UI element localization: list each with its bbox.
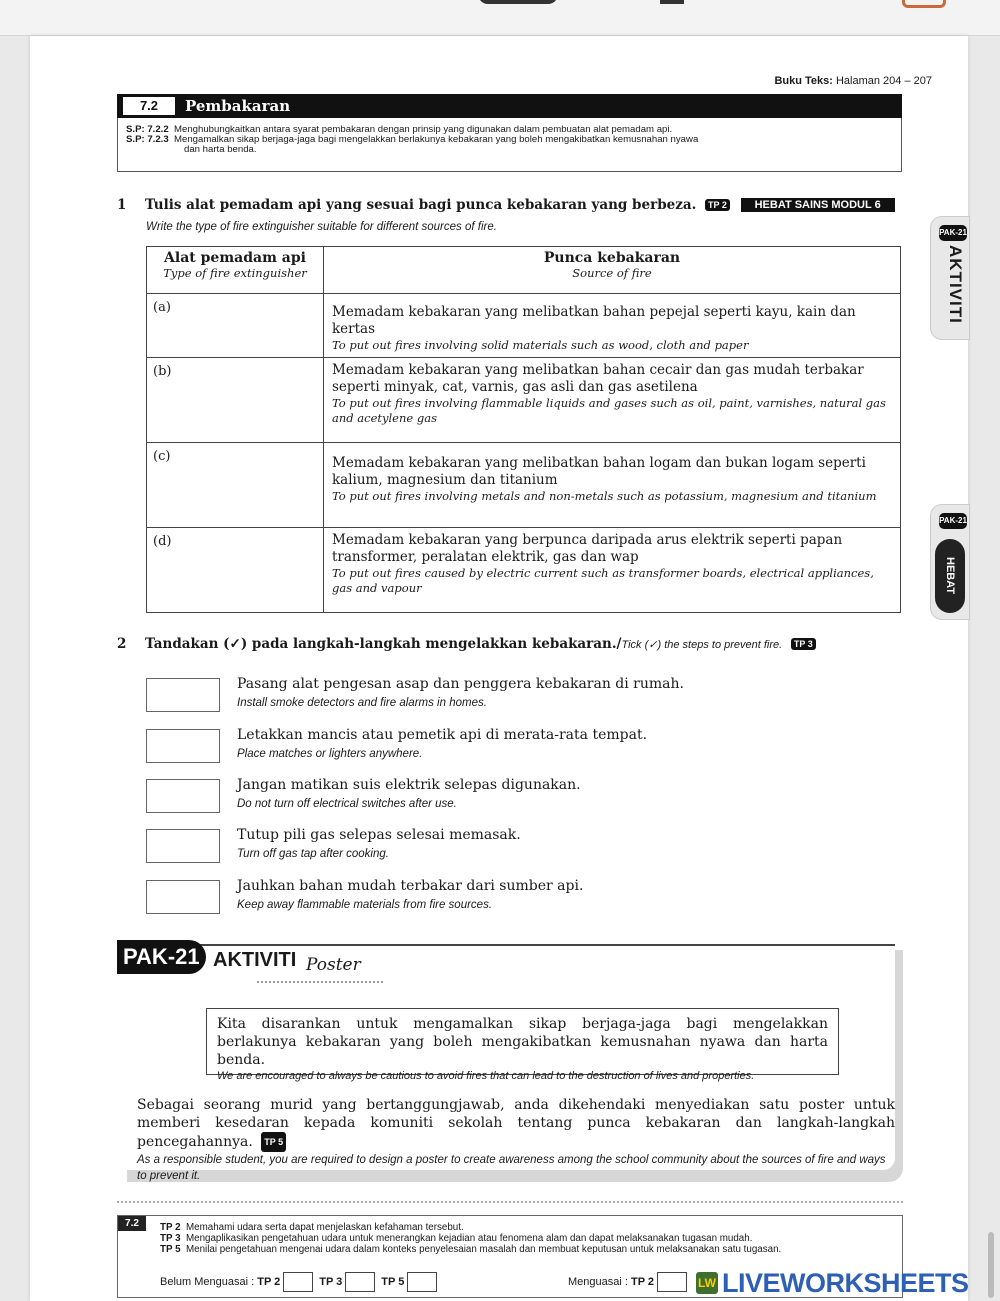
- list-item: Pasang alat pengesan asap dan penggera kebakaran di rumah. Install smoke detectors and fire alarms in homes.: [146, 676, 846, 716]
- question-1-english: Write the type of fire extinguisher suitable for different sources of fire.: [146, 221, 497, 233]
- tp-badge: TP 2: [705, 199, 730, 211]
- question-1: 1 Tulis alat pemadam api yang sesuai bagi punca kebakaran yang berbeza. TP 2 HEBAT SAINS MODUL 6: [117, 197, 895, 213]
- list-item: Letakkan mancis atau pemetik api di merata-rata tempat. Place matches or lighters anywhere.: [146, 727, 846, 767]
- table-row: (a) Memadam kebakaran yang melibatkan bahan pepejal seperti kayu, kain dan kertas To put out fires involving solid materials such as wood, cloth and paper: [147, 294, 901, 358]
- activity-title: AKTIVITI: [213, 949, 297, 971]
- menguasai-row: Menguasai : TP 2: [568, 1272, 693, 1292]
- answer-cell-d[interactable]: (d): [147, 528, 324, 613]
- tp3-checkbox[interactable]: [345, 1272, 375, 1292]
- list-item: Jangan matikan suis elektrik selepas digunakan. Do not turn off electrical switches after use.: [146, 777, 846, 817]
- tick-box[interactable]: [146, 880, 220, 914]
- tp-descriptions: TP 2 Memahami udara serta dapat menjelaskan kefahaman tersebut. TP 3 Mengaplikasikan pengetahuan udara untuk menerangkan kejadian atau fenomena alam dan dapat melaksanakan tugasan mudah. TP 5 Menilai pengetahuan mengenai udara dalam konteks penyelesaian masalah dan membuat keputusan untuk melaksanakan satu tugasan.: [160, 1222, 782, 1255]
- pak21-panel: [119, 944, 895, 1182]
- section-title: Pembakaran: [185, 97, 291, 115]
- side-tab-hebat: PAK-21 HEBAT: [930, 504, 970, 620]
- tick-box[interactable]: [146, 678, 220, 712]
- dotted-divider: [117, 1201, 903, 1203]
- dotted-divider: [257, 981, 383, 983]
- footer-section-number: 7.2: [118, 1216, 146, 1231]
- answer-cell-c[interactable]: (c): [147, 443, 324, 528]
- scrollbar[interactable]: [988, 1232, 994, 1298]
- hebat-badge: HEBAT SAINS MODUL 6: [741, 198, 895, 212]
- table-row: (b) Memadam kebakaran yang melibatkan bahan cecair dan gas mudah terbakar seperti minyak, cat, varnis, gas asli dan gas asetilena To put out fires involving flammable liquids and gases such as oil, paint, varnishes, natural gas and acetylene gas: [147, 358, 901, 443]
- activity-subtitle: Poster: [306, 955, 361, 975]
- column-header-source: Punca kebakaran Source of fire: [324, 247, 901, 294]
- section-header: [117, 94, 902, 118]
- poster-task: Sebagai seorang murid yang bertanggungjawab, anda dikehendaki menyediakan satu poster untuk memberi kesedaran kepada komuniti sekolah tentang punca kebakaran dan langkah-langkah pencegahannya. TP 5 As a responsible student, you are required to design a poster to create awareness among the school community about the sources of fire and ways to prevent it.: [137, 1097, 895, 1182]
- fire-extinguisher-table: [146, 246, 901, 613]
- tp2-checkbox[interactable]: [283, 1272, 313, 1292]
- liveworksheets-watermark: [696, 1265, 969, 1301]
- side-tab-aktiviti: PAK-21 AKTIVITI: [930, 216, 970, 340]
- tick-box[interactable]: [146, 829, 220, 863]
- tick-box[interactable]: [146, 729, 220, 763]
- table-row: (c) Memadam kebakaran yang melibatkan bahan logam dan bukan logam seperti kalium, magnesium dan titanium To put out fires involving metals and non-metals such as potassium, magnesium and titanium: [147, 443, 901, 528]
- tp2-mastered-checkbox[interactable]: [657, 1272, 687, 1292]
- table-header-row: [147, 247, 901, 294]
- list-item: Jauhkan bahan mudah terbakar dari sumber api. Keep away flammable materials from fire sources.: [146, 878, 846, 918]
- pak21-activity-box: [117, 944, 903, 1184]
- answer-cell-b[interactable]: (b): [147, 358, 324, 443]
- top-toolbar-strip: [0, 0, 1000, 36]
- column-header-extinguisher: Alat pemadam api Type of fire extinguisher: [147, 247, 324, 294]
- liveworksheets-logo-icon: LW: [696, 1272, 718, 1294]
- textbook-reference: Buku Teks: Halaman 204 – 207: [774, 75, 932, 87]
- tp-badge: TP 3: [791, 638, 816, 650]
- top-corner-button[interactable]: [902, 0, 946, 8]
- liveworksheets-text: LIVEWORKSHEETS: [722, 1267, 969, 1298]
- tp-badge: TP 5: [261, 1132, 286, 1152]
- advice-box: Kita disarankan untuk mengamalkan sikap berjaga-jaga bagi mengelakkan berlakunya kebakaran yang boleh mengakibatkan kemusnahan nyawa dan harta benda. We are encouraged to always be cautious to avoid fires that can lead to the destruction of lives and properties.: [206, 1008, 839, 1075]
- list-item: Tutup pili gas selepas selesai memasak. Turn off gas tap after cooking.: [146, 827, 846, 867]
- belum-menguasai-row: Belum Menguasai : TP 2 TP 3 TP 5: [160, 1272, 443, 1292]
- learning-standards-box: S.P: 7.2.2 Menghubungkaitkan antara syarat pembakaran dengan prinsip yang digunakan dalam pembuatan alat pemadam api. S.P: 7.2.3 Mengamalkan sikap berjaga-jaga bagi mengelakkan berlakunya kebakaran yang boleh mengakibatkan kemusnahan nyawa dan harta benda.: [117, 118, 902, 172]
- tick-box[interactable]: [146, 779, 220, 813]
- pak21-logo: PAK-21: [117, 940, 206, 974]
- section-number: 7.2: [123, 97, 175, 115]
- top-decoration: [478, 0, 558, 4]
- answer-cell-a[interactable]: (a): [147, 294, 324, 358]
- table-row: (d) Memadam kebakaran yang berpunca daripada arus elektrik seperti papan transformer, peralatan elektrik, gas dan wap To put out fires caused by electric current such as transformer boards, electrical appliances, gas and vapour: [147, 528, 901, 613]
- question-2: 2 Tandakan (✓) pada langkah-langkah mengelakkan kebakaran./Tick (✓) the steps to prevent fire. TP 3: [117, 636, 816, 652]
- top-decoration: [660, 0, 684, 4]
- tp5-checkbox[interactable]: [407, 1272, 437, 1292]
